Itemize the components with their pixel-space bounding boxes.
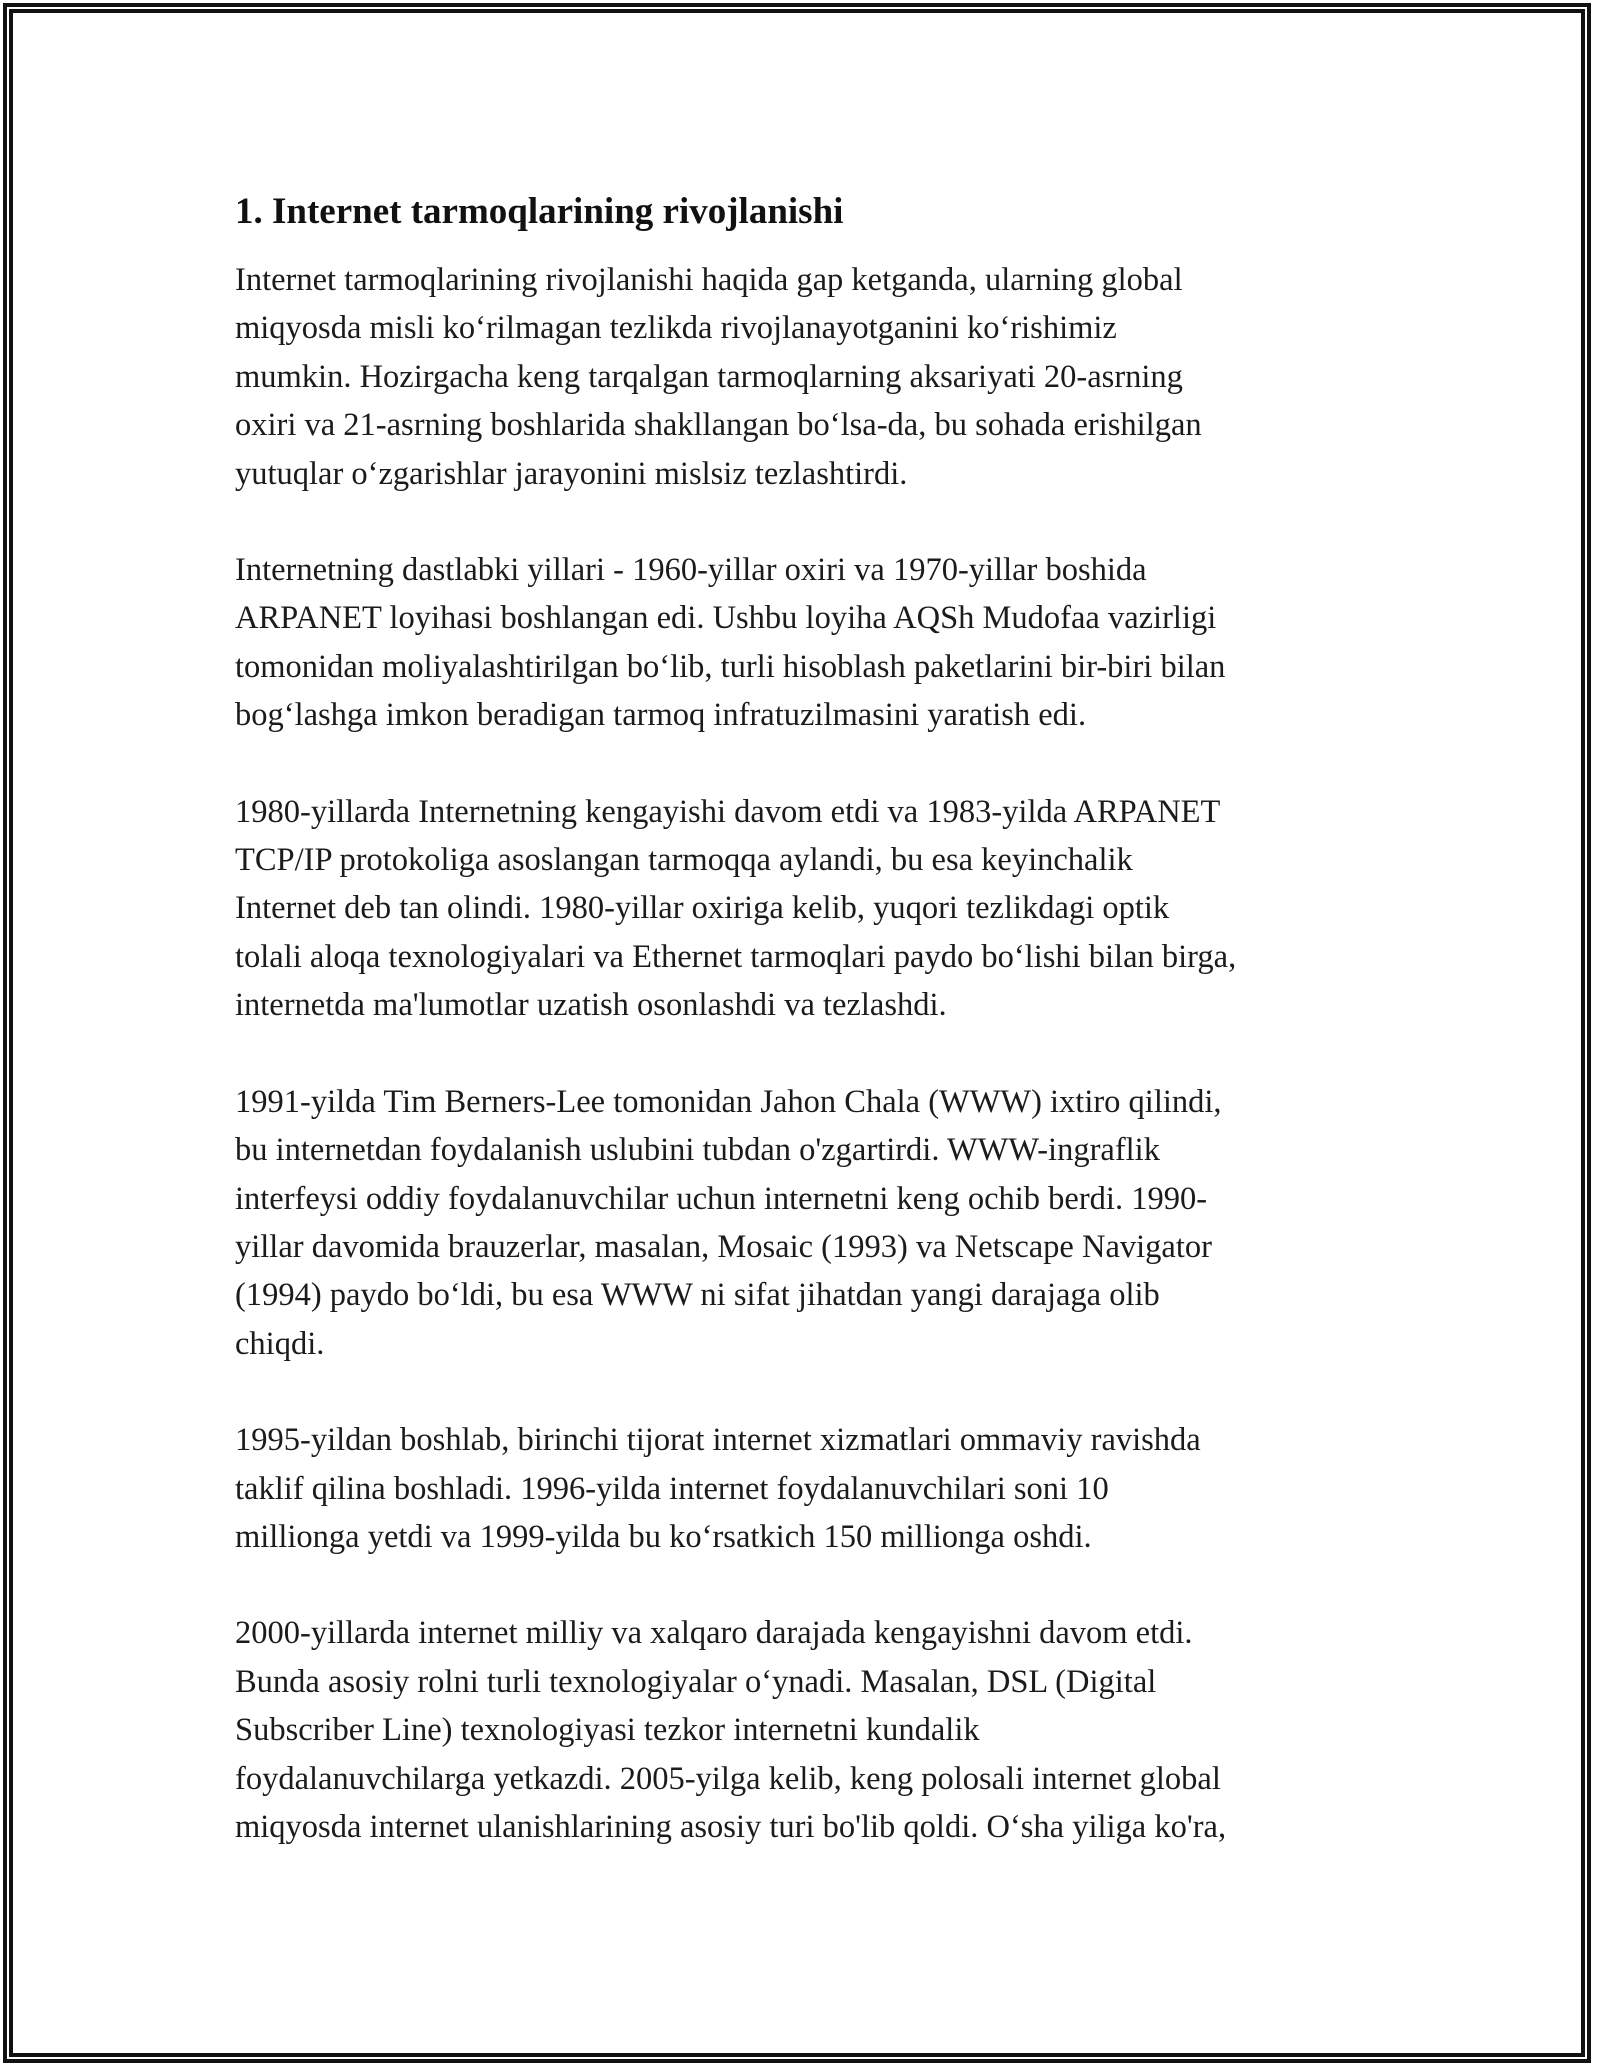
paragraph-line: 1991-yilda Tim Berners-Lee tomonidan Jahon Chala (WWW) ixtiro qilindi, [235, 1083, 1222, 1120]
paragraph-line: mumkin. Hozirgacha keng tarqalgan tarmoqlarning aksariyati 20-asrning [235, 358, 1183, 395]
paragraph-line: Bunda asosiy rolni turli texnologiyalar o‘ynadi. Masalan, DSL (Digital [235, 1663, 1157, 1700]
paragraph-line: 1980-yillarda Internetning kengayishi davom etdi va 1983-yilda ARPANET [235, 793, 1221, 830]
paragraph-line: Internet deb tan olindi. 1980-yillar oxiriga kelib, yuqori tezlikdagi optik [235, 890, 1170, 927]
paragraph-line: (1994) paydo bo‘ldi, bu esa WWW ni sifat jihatdan yangi darajaga olib [235, 1277, 1160, 1314]
paragraph [235, 1609, 1375, 1851]
paragraph-line: Subscriber Line) texnologiyasi tezkor internetni kundalik [235, 1712, 980, 1749]
paragraph [235, 1078, 1375, 1368]
paragraph-line: 2000-yillarda internet milliy va xalqaro darajada kengayishni davom etdi. [235, 1615, 1193, 1652]
paragraph [235, 546, 1375, 740]
paragraph-line: interfeysi oddiy foydalanuvchilar uchun internetni keng ochib berdi. 1990- [235, 1180, 1208, 1217]
paragraph-line: tolali aloqa texnologiyalari va Ethernet tarmoqlari paydo bo‘lishi bilan birga, [235, 938, 1237, 975]
paragraph-line: ARPANET loyihasi boshlangan edi. Ushbu loyiha AQSh Mudofaa vazirligi [235, 600, 1217, 637]
paragraph-line: millionga yetdi va 1999-yilda bu ko‘rsatkich 150 millionga oshdi. [235, 1518, 1092, 1555]
paragraph-line: yillar davomida brauzerlar, masalan, Mosaic (1993) va Netscape Navigator [235, 1228, 1212, 1265]
paragraph [235, 256, 1375, 498]
document-body [235, 188, 1375, 1899]
paragraph-line: TCP/IP protokoliga asoslangan tarmoqqa aylandi, bu esa keyinchalik [235, 842, 1133, 879]
paragraph-line: 1995-yildan boshlab, birinchi tijorat internet xizmatlari ommaviy ravishda [235, 1422, 1201, 1459]
paragraph-line: taklif qilina boshladi. 1996-yilda internet foydalanuvchilari soni 10 [235, 1470, 1109, 1507]
paragraph-line: Internetning dastlabki yillari - 1960-yillar oxiri va 1970-yillar boshida [235, 552, 1147, 589]
paragraph [235, 1416, 1375, 1561]
paragraph-line: chiqdi. [235, 1325, 325, 1362]
paragraph-line: tomonidan moliyalashtirilgan bo‘lib, turli hisoblash paketlarini bir-biri bilan [235, 648, 1226, 685]
paragraph-list [235, 256, 1375, 1851]
paragraph-line: miqyosda internet ulanishlarining asosiy turi bo'lib qoldi. O‘sha yiliga ko'ra, [235, 1808, 1227, 1845]
paragraph-line: bog‘lashga imkon beradigan tarmoq infratuzilmasini yaratish edi. [235, 697, 1087, 734]
paragraph-line: miqyosda misli ko‘rilmagan tezlikda rivojlanayotganini ko‘rishimiz [235, 310, 1117, 347]
paragraph-line: oxiri va 21-asrning boshlarida shakllangan bo‘lsa-da, bu sohada erishilgan [235, 407, 1202, 444]
paragraph-line: bu internetdan foydalanish uslubini tubdan o'zgartirdi. WWW-ingraflik [235, 1132, 1160, 1169]
paragraph [235, 788, 1375, 1030]
paragraph-line: internetda ma'lumotlar uzatish osonlashdi va tezlashdi. [235, 987, 947, 1024]
paragraph-line: yutuqlar o‘zgarishlar jarayonini mislsiz tezlashtirdi. [235, 455, 908, 492]
section-title: 1. Internet tarmoqlarining rivojlanishi [235, 191, 844, 232]
paragraph-line: foydalanuvchilarga yetkazdi. 2005-yilga kelib, keng polosali internet global [235, 1760, 1221, 1797]
paragraph-line: Internet tarmoqlarining rivojlanishi haqida gap ketganda, ularning global [235, 262, 1183, 298]
